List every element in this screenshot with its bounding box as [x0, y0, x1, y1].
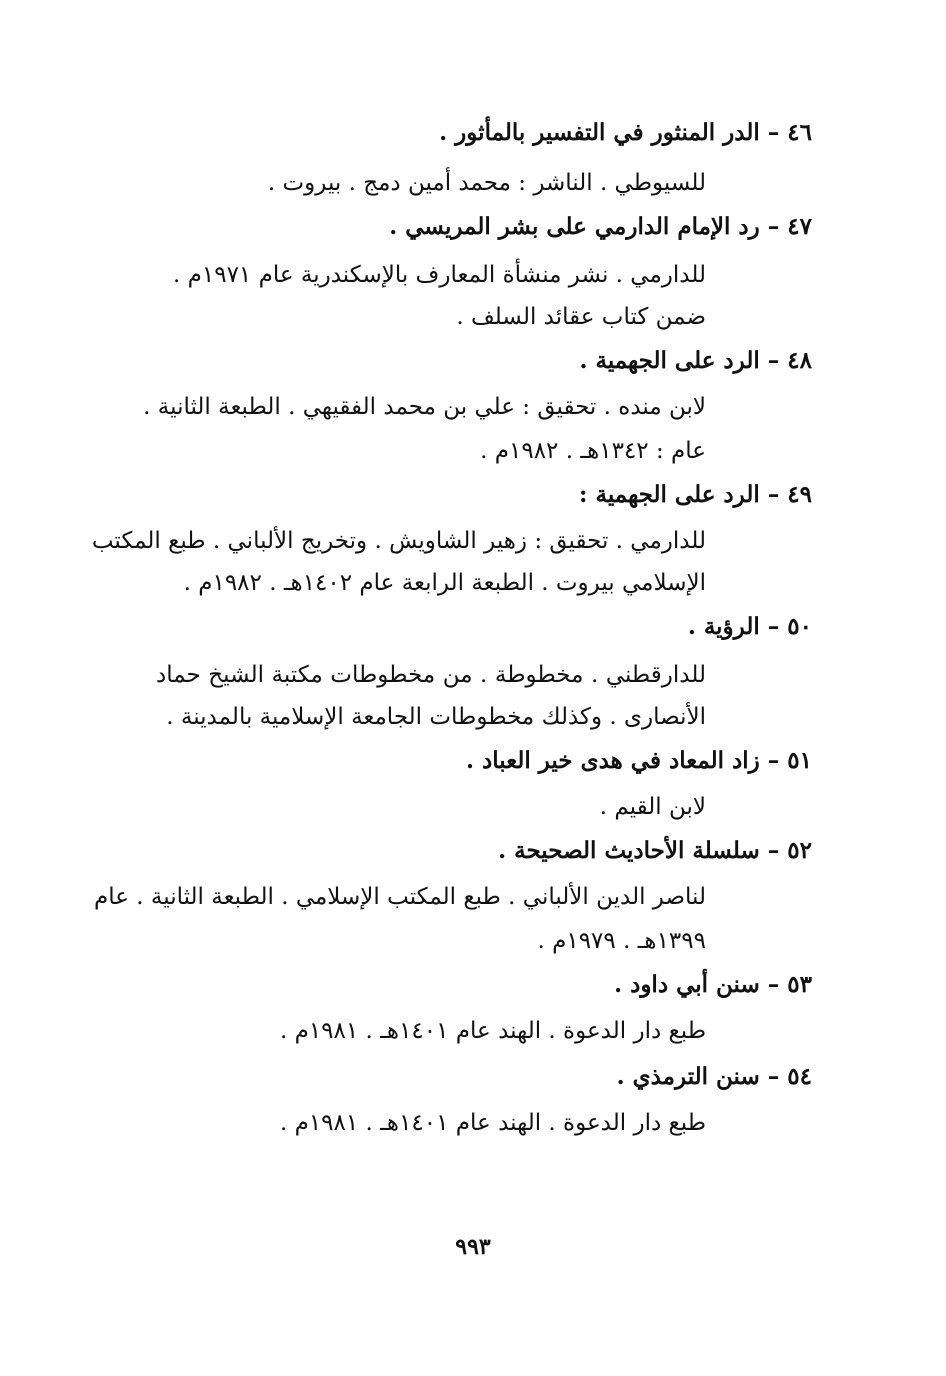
entry-53-heading: ٥٣ – سنن أبي داود .	[614, 971, 812, 998]
entry-49-line-1: للدارمي . تحقيق : زهير الشاويش . وتخريج الألباني . طبع المكتب	[91, 528, 706, 554]
entry-46-line-1: للسيوطي . الناشر : محمد أمين دمج . بيروت .	[267, 170, 706, 196]
entry-52-heading: ٥٢ – سلسلة الأحاديث الصحيحة .	[498, 837, 812, 864]
entry-50-line-1: للدارقطني . مخطوطة . من مخطوطات مكتبة الشيخ حماد	[156, 662, 706, 688]
entry-47-line-1: للدارمي . نشر منشأة المعارف بالإسكندرية عام ١٩٧١م .	[173, 262, 706, 288]
entry-49-line-2: الإسلامي بيروت . الطبعة الرابعة عام ١٤٠٢هـ . ١٩٨٢م .	[183, 570, 706, 596]
entry-52-line-2: ١٣٩٩هـ . ١٩٧٩م .	[537, 928, 706, 954]
entry-51-heading: ٥١ – زاد المعاد في هدى خير العباد .	[466, 747, 812, 774]
entry-48-heading: ٤٨ – الرد على الجهمية .	[579, 347, 812, 374]
entry-54-line-1: طبع دار الدعوة . الهند عام ١٤٠١هـ . ١٩٨١م .	[279, 1110, 706, 1136]
entry-49-heading: ٤٩ – الرد على الجهمية :	[579, 481, 812, 508]
entry-53-line-1: طبع دار الدعوة . الهند عام ١٤٠١هـ . ١٩٨١م .	[279, 1018, 706, 1044]
entry-52-line-1: لناصر الدين الألباني . طبع المكتب الإسلامي . الطبعة الثانية . عام	[94, 884, 706, 910]
entry-48-line-2: عام : ١٣٤٢هـ . ١٩٨٢م .	[480, 438, 706, 464]
entry-50-heading: ٥٠ – الرؤية .	[687, 613, 812, 640]
entry-46-heading: ٤٦ – الدر المنثور في التفسير بالمأثور .	[439, 119, 812, 146]
entry-51-line-1: لابن القيم .	[599, 794, 706, 820]
page-number: ٩٩٣	[455, 1234, 491, 1260]
entry-48-line-1: لابن منده . تحقيق : علي بن محمد الفقيهي . الطبعة الثانية .	[143, 394, 706, 420]
entry-47-heading: ٤٧ – رد الإمام الدارمي على بشر المريسي .	[389, 213, 812, 240]
entry-50-line-2: الأنصارى . وكذلك مخطوطات الجامعة الإسلامية بالمدينة .	[166, 704, 706, 730]
entry-47-line-2: ضمن كتاب عقائد السلف .	[456, 304, 706, 330]
entry-54-heading: ٥٤ – سنن الترمذي .	[616, 1063, 812, 1090]
